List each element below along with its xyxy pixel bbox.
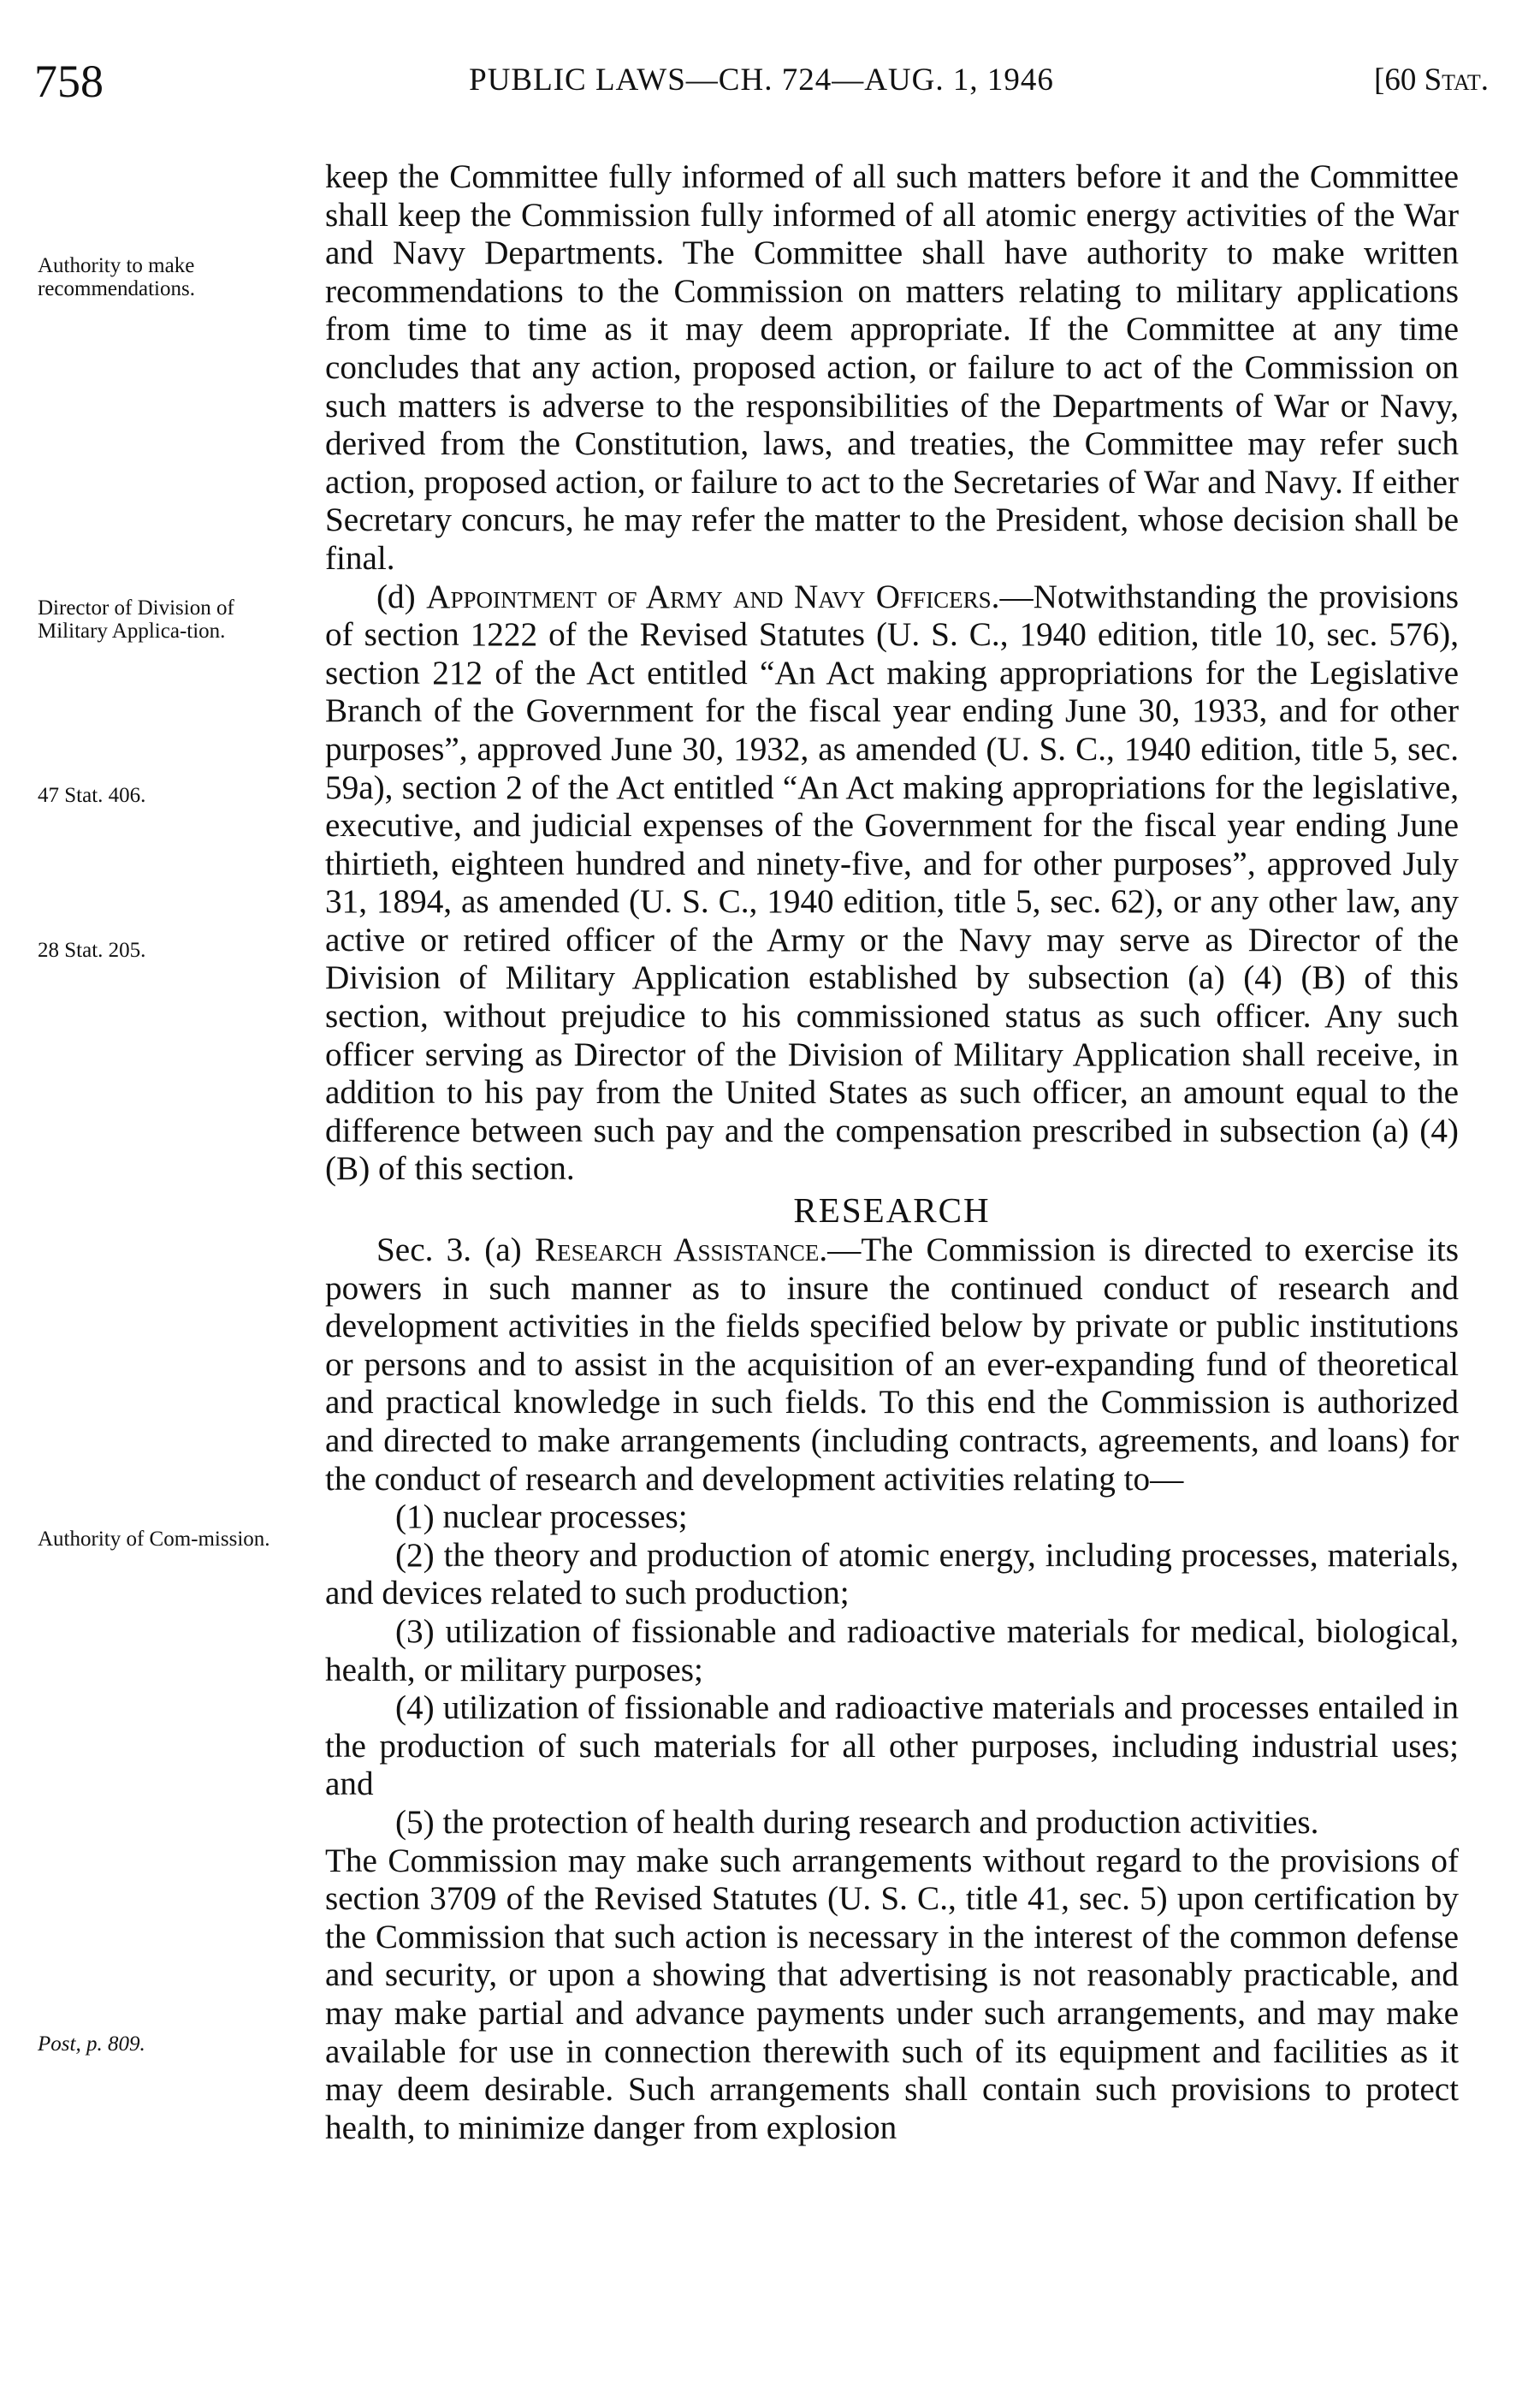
margin-note-authority-commission: Authority of Com-mission. <box>38 1528 270 1551</box>
margin-notes <box>0 0 291 2403</box>
list-item: (3) utilization of fissionable and radioactive materials for medical, biological, health, or military purposes; <box>325 1612 1459 1688</box>
section-text: —The Commission is directed to exercise its powers in such manner as to insure the continued conduct of research and development activities in the fields specified below by private or public institutions or persons and to assist in the acquisition of an ever-expanding fund of theoretical and practical knowledge in such fields. To this end the Commission is authorized and directed to make arrangements (including contracts, agreements, and loans) for the conduct of research and development activities relating to— <box>325 1231 1459 1498</box>
volume-suffix: Stat. <box>1424 62 1489 98</box>
list-item: (4) utilization of fissionable and radioactive materials and processes entailed in the production of such materials for all other purposes, including industrial uses; and <box>325 1689 1459 1803</box>
paragraph-committee-informed: keep the Committee fully informed of all such matters before it and the Committee shall keep the Commission fully informed of all atomic energy activities of the War and Navy Departments. The Committee shall have authority to make written recommendations to the Commission on matters relating to military applications from time to time as it may deem appropriate. If the Committee at any time concludes that any action, proposed action, or failure to act of the Commission on such matters is adverse to the responsibilities of the Departments of War or Navy, derived from the Constitution, laws, and treaties, the Committee may refer such action, proposed action, or failure to act to the Secretaries of War and Navy. If either Secretary concurs, he may refer the matter to the President, whose decision shall be final. <box>325 158 1459 577</box>
running-head: PUBLIC LAWS—CH. 724—AUG. 1, 1946 <box>469 62 1054 98</box>
volume-prefix: [60 <box>1374 62 1424 98</box>
volume-reference <box>1374 62 1489 98</box>
list-item: (5) the protection of health during research and production activities. <box>395 1803 1319 1841</box>
paragraph-appointment-officers <box>325 578 1459 1190</box>
main-text <box>325 158 1459 2147</box>
list-item: (1) nuclear processes; <box>395 1498 688 1536</box>
margin-note-28-stat: 28 Stat. 205. <box>38 939 146 962</box>
section-heading-research: RESEARCH <box>793 1190 991 1231</box>
list-item: (2) the theory and production of atomic energy, including processes, materials, and devices related to such production; <box>325 1536 1459 1612</box>
section-caption: Research Assistance. <box>534 1231 828 1269</box>
margin-note-authority-recommendations: Authority to make recommendations. <box>38 254 195 300</box>
paragraph-arrangements: The Commission may make such arrangements without regard to the provisions of section 3709 of the Revised Statutes (U. S. C., title 41, sec. 5) upon certification by the Commission that such action is necessary in the interest of the common defense and security, or upon a showing that advertising is not reasonably practicable, and may make partial and advance payments under such arrangements, and may make available for use in connection therewith such of its equipment and facilities as it may deem desirable. Such arrangements shall contain such provisions to protect health, to minimize danger from explosion <box>325 1842 1459 2146</box>
subsection-caption: Appointment of Army and Navy Officers. <box>426 578 1000 615</box>
subsection-label: (d) <box>376 578 427 615</box>
margin-note-director-division: Director of Division of Military Applica-tion. <box>38 596 234 643</box>
paragraph-research-assistance <box>325 1231 1459 1498</box>
margin-note-post-reference: Post, p. 809. <box>38 2032 145 2056</box>
section-label: Sec. 3. (a) <box>376 1231 535 1269</box>
page-number: 758 <box>34 56 104 107</box>
subsection-text: —Notwithstanding the provisions of section 1222 of the Revised Statutes (U. S. C., 1940 edition, title 10, sec. 576), section 212 of the Act entitled “An Act making appropriations for the Legislative Branch of the Government for the fiscal year ending June 30, 1933, and for other purposes”, approved June 30, 1932, as amended (U. S. C., 1940 edition, title 5, sec. 59a), section 2 of the Act entitled “An Act making appropriations for the legislative, executive, and judicial expenses of the Government for the fiscal year ending June thirtieth, eighteen hundred and ninety-five, and for other purposes”, approved July 31, 1894, as amended (U. S. C., 1940 edition, title 5, sec. 62), or any other law, any active or retired officer of the Army or the Navy may serve as Director of the Division of Military Application established by subsection (a) (4) (B) of this section, without prejudice to his commissioned status as such officer. Any such officer serving as Director of the Division of Military Application shall receive, in addition to his pay from the United States as such officer, an amount equal to the difference between such pay and the compensation prescribed in subsection (a) (4) (B) of this section. <box>325 578 1459 1188</box>
margin-note-47-stat: 47 Stat. 406. <box>38 784 146 807</box>
